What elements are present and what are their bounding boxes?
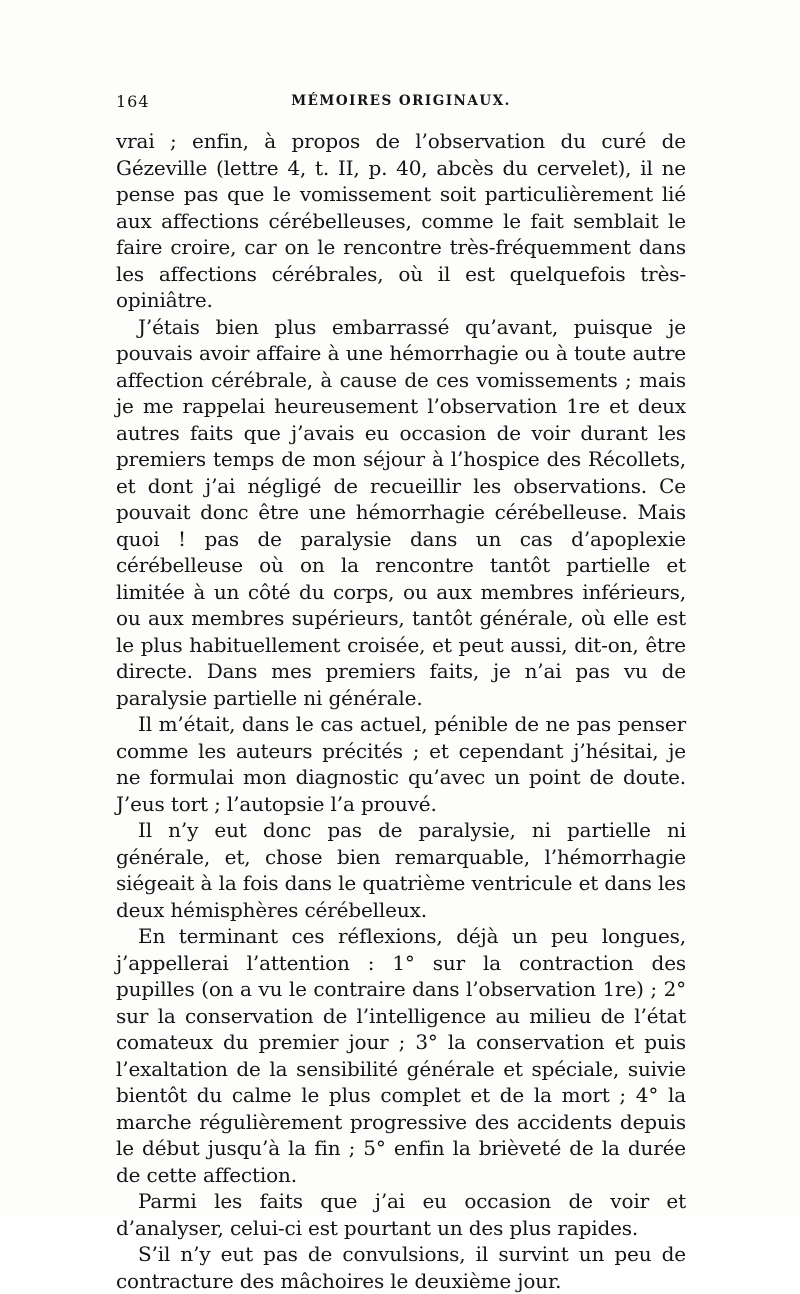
paragraph: Il n’y eut donc pas de paralysie, ni partielle ni générale, et, chose bien remarquable, l’hémorrhagie siégeait à la fois dans le quatrième ventricule et dans les deux hémisphères cérébelleux. [116, 818, 686, 922]
paragraph: S’il n’y eut pas de convulsions, il survint un peu de contracture des mâchoires le deuxième jour. [116, 1242, 686, 1293]
paragraph: Parmi les faits que j’ai eu occasion de voir et d’analyser, celui-ci est pourtant un des plus rapides. [116, 1189, 686, 1240]
paragraph: En terminant ces réflexions, déjà un peu longues, j’appellerai l’attention : 1° sur la contraction des pupilles (on a vu le contraire dans l’observation 1re) ; 2° sur la conservation de l’intelligence au milieu de l’état comateux du premier jour ; 3° la conservation et puis l’exaltation de la sensibilité générale et spéciale, suivie bientôt du calme le plus complet et de la mort ; 4° la marche régulièrement progressive des accidents depuis le début jusqu’à la fin ; 5° enfin la brièveté de la durée de cette affection. [116, 924, 686, 1187]
paragraph: vrai ; enfin, à propos de l’observation du curé de Gézeville (lettre 4, t. II, p. 40, abcès du cervelet), il ne pense pas que le vomissement soit particulièrement lié aux affections cérébelleuses, comme le fait semblait le faire croire, car on le rencontre très-fréquemment dans les affections cérébrales, où il est quelquefois très-opiniâtre. [116, 129, 686, 312]
paragraph: Il m’était, dans le cas actuel, pénible de ne pas penser comme les auteurs précités ; et cependant j’hésitai, je ne formulai mon diagnostic qu’avec un point de doute. J’eus tort ; l’autopsie l’a prouvé. [116, 712, 686, 816]
running-title: MÉMOIRES ORIGINAUX. [291, 93, 511, 109]
paragraph: J’étais bien plus embarrassé qu’avant, puisque je pouvais avoir affaire à une hémorrhagie ou à toute autre affection cérébrale, à cause de ces vomissements ; mais je me rappelai heureusement l’observation 1re et deux autres faits que j’avais eu occasion de voir durant les premiers temps de mon séjour à l’hospice des Récollets, et dont j’ai négligé de recueillir les observations. Ce pouvait donc être une hémorrhagie cérébelleuse. Mais quoi ! pas de paralysie dans un cas d’apoplexie cérébelleuse où on la rencontre tantôt partielle et limitée à un côté du corps, ou aux membres inférieurs, ou aux membres supérieurs, tantôt générale, où elle est le plus habituellement croisée, et peut aussi, dit-on, être directe. Dans mes premiers faits, je n’ai pas vu de paralysie partielle ni générale. [116, 314, 686, 710]
page-number: 164 [116, 92, 150, 111]
page-header [116, 92, 686, 114]
body-text [116, 128, 686, 1294]
